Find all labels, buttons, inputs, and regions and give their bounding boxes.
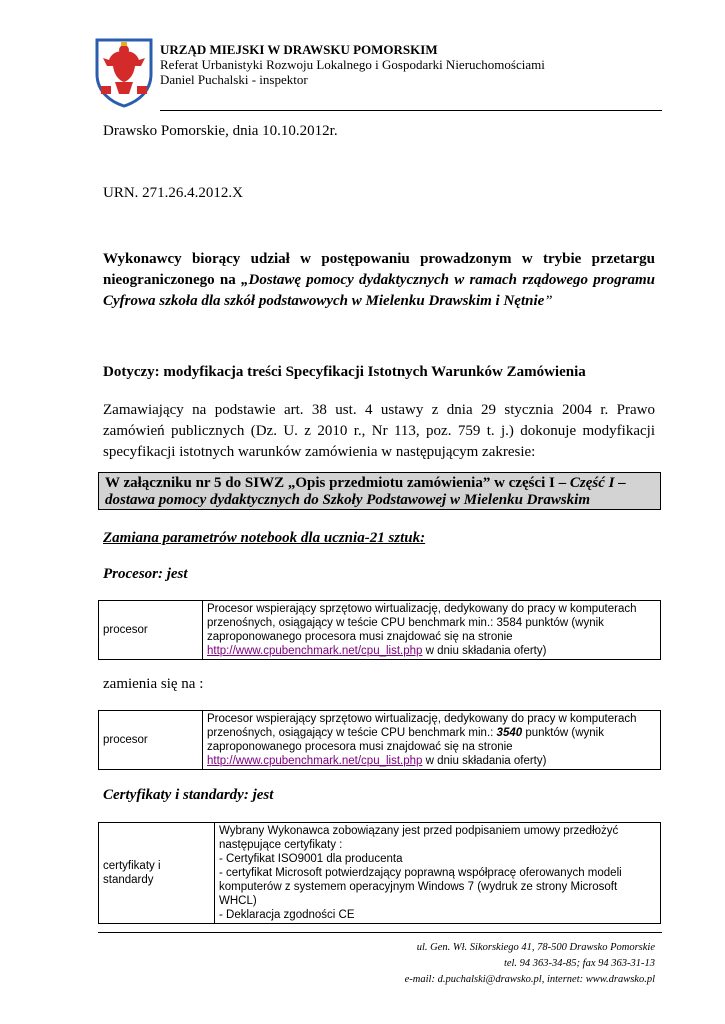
benchmark-link[interactable]: http://www.cpubenchmark.net/cpu_list.php [207,755,423,767]
footer-contact: e-mail: d.puchalski@drawsko.pl, internet: www.drawsko.pl [404,974,655,985]
tender-title: „Dostawę pomocy dydaktycznych w ramach rządowego programu Cyfrowa szkoła dla szkół podstawowych w Mielenku Drawskim i Nętnie [103,272,655,309]
change-heading: Zamiana parametrów notebook dla ucznia-21 sztuk: [103,530,426,546]
header-rule [160,110,662,111]
spec-text: Procesor wspierający sprzętowo wirtualizację, dedykowany do pracy w komputerach przenośnych, osiągający w teście CPU benchmark min.: [207,713,637,739]
cpu-current-heading: Procesor: jest [103,566,188,582]
department-name: Referat Urbanistyki Rozwoju Lokalnego i Gospodarki Nieruchomościami [160,57,545,72]
footer-address: ul. Gen. Wł. Sikorskiego 41, 78-500 Drawsko Pomorskie [416,942,655,953]
place-date: Drawsko Pomorskie, dnia 10.10.2012r. [103,123,338,139]
benchmark-value: 3540 [496,727,523,739]
footer-rule [98,932,662,933]
cert-line: - Deklaracja zgodności CE [219,909,355,921]
organization-name: URZĄD MIEJSKI W DRAWSKU POMORSKIM [160,42,438,57]
addressee-prefix: Wykonawcy biorący udział w postępowaniu prowadzonym w trybie przetargu nieograniczonego na [103,251,655,288]
highlight-text-2: Część I – dostawa pomocy dydaktycznych do Szkoły Podstawowej w Mielenku Drawskim [105,475,626,508]
letterhead [160,42,545,87]
table-row [99,823,661,924]
cert-line: - certyfikat Microsoft potwierdzający poprawną współpracę oferowanych modeli komputerów z systemem operacyjnym Windows 7 (wydruk ze strony Microsoft WHCL) [219,867,622,907]
replaced-by-label: zamienia się na : [103,676,204,692]
intro-paragraph: Zamawiający na podstawie art. 38 ust. 4 ustawy z dnia 29 stycznia 2004 r. Prawo zamówień publicznych (Dz. U. z 2010 r., Nr 113, poz. 759 t. j.) dokonuje modyfikacji specyfikacji istotnych warunków zamówienia w następującym zakresie: [103,402,655,460]
spec-value [203,711,661,770]
spec-text: Procesor wspierający sprzętowo wirtualizację, dedykowany do pracy w komputerach przenośnych, osiągający w teście CPU benchmark min.: 3584 punktów (wynik zaproponowanego procesora musi znajdować się na stronie [207,603,637,643]
spec-text-end: w dniu składania oferty) [422,645,547,657]
spec-text-mid: punktów (wynik zaproponowanego procesora musi znajdować się na stronie [207,727,604,753]
footer [405,940,655,988]
reference-number: URN. 271.26.4.2012.X [103,185,244,201]
author-name: Daniel Puchalski - inspektor [160,72,308,87]
cert-line: - Certyfikat ISO9001 dla producenta [219,853,403,865]
benchmark-link[interactable]: http://www.cpubenchmark.net/cpu_list.php [207,645,423,657]
spec-value [215,823,661,924]
spec-label: procesor [99,601,203,660]
spec-label: procesor [99,711,203,770]
cert-heading: Certyfikaty i standardy: jest [103,787,274,803]
spec-label: certyfikaty i standardy [99,823,215,924]
table-row [99,601,661,660]
table-row [99,711,661,770]
tender-title-quote: ” [544,293,553,309]
addressee [103,249,655,312]
cert-table [98,822,661,924]
coat-of-arms-logo [93,36,155,108]
footer-phone: tel. 94 363-34-85; fax 94 363-31-13 [503,958,655,969]
cert-line: Wybrany Wykonawca zobowiązany jest przed podpisaniem umowy przedłożyć następujące certyfikaty : [219,825,619,851]
highlighted-section [98,472,661,510]
spec-value [203,601,661,660]
cpu-table-new [98,710,661,770]
spec-text-end: w dniu składania oferty) [422,755,547,767]
subject-line: Dotyczy: modyfikacja treści Specyfikacji Istotnych Warunków Zamówienia [103,364,586,380]
highlight-text-1: W załączniku nr 5 do SIWZ „Opis przedmiotu zamówienia” w części I – [105,475,570,491]
cpu-table-current [98,600,661,660]
